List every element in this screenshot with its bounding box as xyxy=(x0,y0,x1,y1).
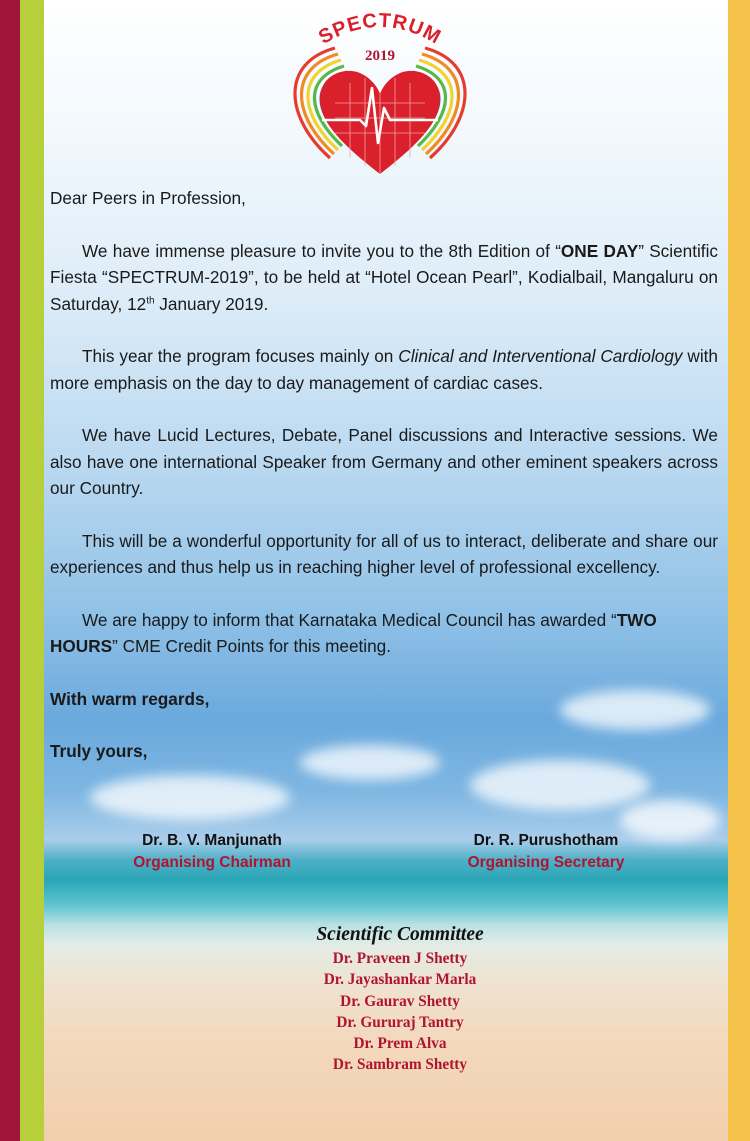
right-color-bar xyxy=(728,0,750,1141)
committee-member: Dr. Jayashankar Marla xyxy=(323,971,477,989)
letter-body xyxy=(50,185,718,790)
signature-name: Dr. B. V. Manjunath xyxy=(142,832,282,849)
logo-word: SPECTRUM xyxy=(315,9,445,49)
paragraph-focus xyxy=(50,343,718,396)
closing-regards: With warm regards, xyxy=(50,688,210,709)
paragraph-cme xyxy=(50,607,718,660)
spectrum-logo xyxy=(280,8,480,178)
text-fragment: with more emphasis on the day to day management of cardiac cases. xyxy=(50,346,718,393)
closing-yours: Truly yours, xyxy=(50,740,148,761)
paragraph-opportunity: This will be a wonderful opportunity for all of us to interact, deliberate and share our experiences and thus help us in reaching higher level of professional excellency. xyxy=(50,530,718,577)
signature-name: Dr. R. Purushotham xyxy=(473,832,619,849)
text-fragment: ” Scientific Fiesta “SPECTRUM-2019”, to be held at “Hotel Ocean Pearl”, Kodialbail, Mangaluru on Saturday, 12 xyxy=(50,240,718,314)
committee-member: Dr. Prem Alva xyxy=(353,1035,447,1053)
paragraph-invitation xyxy=(50,238,718,318)
signature-role: Organising Chairman xyxy=(133,854,291,871)
logo-year: 2019 xyxy=(365,48,395,64)
signature-role: Organising Secretary xyxy=(467,854,625,871)
salutation: Dear Peers in Profession, xyxy=(50,188,246,208)
scientific-committee xyxy=(250,922,550,1076)
committee-heading: Scientific Committee xyxy=(316,924,484,945)
text-fragment: We are happy to inform that Karnataka Medical Council has awarded “ xyxy=(82,609,617,630)
text-fragment: January 2019. xyxy=(154,293,269,314)
text-fragment-bold: TWO HOURS xyxy=(50,609,657,656)
left-green-bar xyxy=(20,0,44,1141)
paragraph-sessions: We have Lucid Lectures, Debate, Panel discussions and Interactive sessions. We also have one international Speaker from Germany and other eminent speakers across our Country. xyxy=(50,425,718,498)
text-fragment: We have immense pleasure to invite you to the 8th Edition of “ xyxy=(82,240,561,261)
signature-secretary xyxy=(446,830,646,874)
left-color-bar xyxy=(0,0,20,1141)
committee-member: Dr. Gururaj Tantry xyxy=(336,1013,464,1031)
text-fragment: This year the program focuses mainly on xyxy=(82,346,399,366)
committee-member: Dr. Praveen J Shetty xyxy=(332,950,468,967)
committee-member: Dr. Sambram Shetty xyxy=(332,1056,468,1074)
text-fragment-bold: ONE DAY xyxy=(560,240,639,261)
svg-text:SPECTRUM xyxy=(315,10,445,49)
ordinal-suffix: th xyxy=(146,294,155,306)
text-fragment: ” CME Credit Points for this meeting. xyxy=(112,636,391,656)
text-fragment-italic: Clinical and Interventional Cardiology xyxy=(398,346,683,366)
committee-member: Dr. Gaurav Shetty xyxy=(340,992,460,1010)
signature-chairman xyxy=(112,830,312,874)
